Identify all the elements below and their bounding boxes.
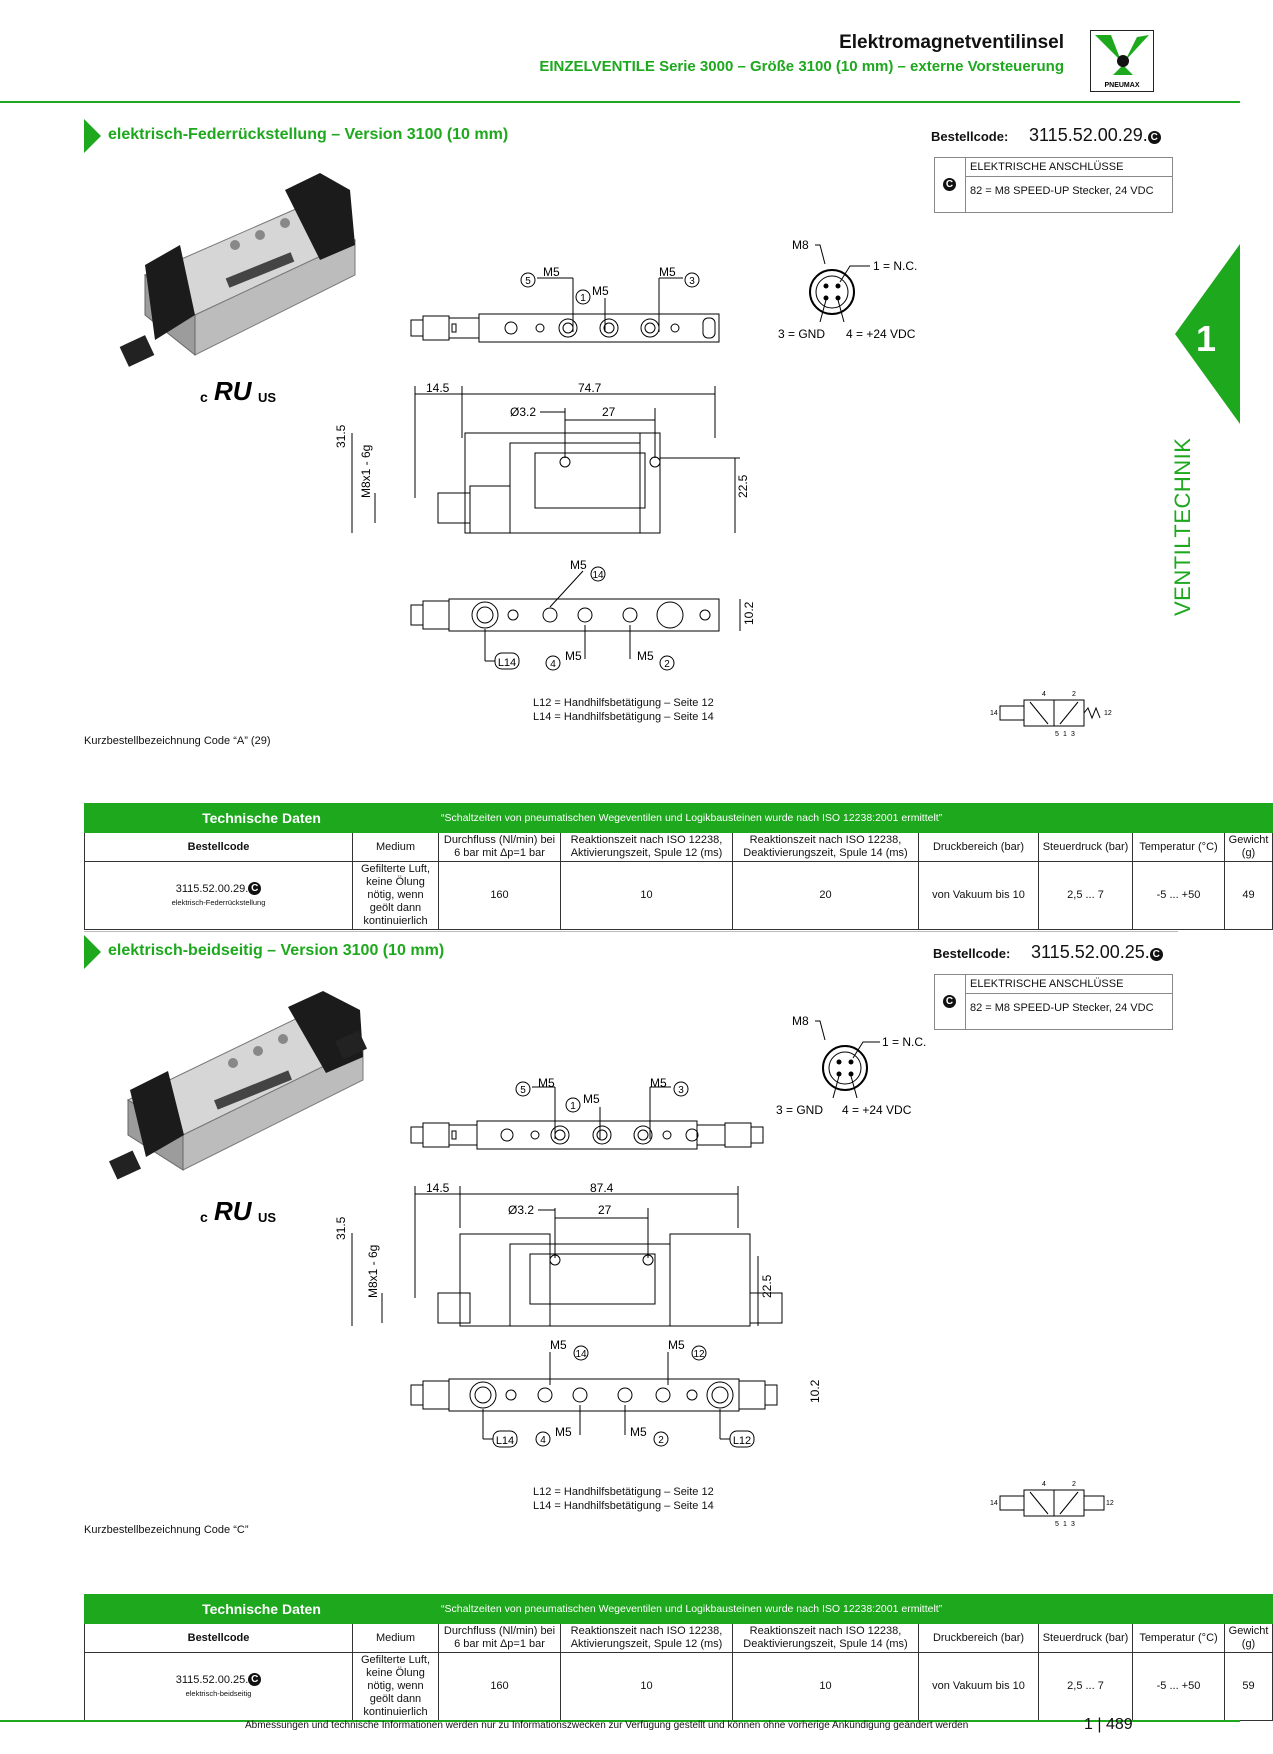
symbol-port-label: 2 — [1072, 691, 1076, 698]
page-title: Elektromagnetventilinsel — [839, 32, 1064, 53]
port-label: 4 — [540, 1435, 546, 1446]
manual-override-note: L14 = Handhilfsbetätigung – Seite 14 — [533, 711, 714, 723]
table-header: Medium — [353, 1624, 439, 1653]
table-cell-weight: 49 — [1225, 862, 1273, 930]
ul-cert-icon — [200, 370, 282, 406]
table-header: Reaktionszeit nach ISO 12238, Aktivierungszeit, Spule 12 (ms) — [561, 833, 733, 862]
table-cell-flow: 160 — [439, 862, 561, 930]
brand-logo — [1090, 30, 1154, 92]
svg-text:US: US — [258, 390, 277, 405]
manual-override-label: L14 — [495, 1435, 515, 1447]
thread-label: M8x1 - 6g — [359, 444, 373, 498]
symbol-port-label: 14 — [990, 1500, 998, 1507]
table-header: Durchfluss (Nl/min) bei 6 bar mit Δp=1 bar — [439, 833, 561, 862]
order-code: 3115.52.00.29. C — [1029, 125, 1161, 146]
table-cell-pressure: von Vakuum bis 10 — [919, 862, 1039, 930]
table-cell-pilot: 2,5 ... 7 — [1039, 862, 1133, 930]
manual-override-label: L14 — [497, 657, 517, 669]
connections-box — [934, 157, 1173, 213]
svg-text:US: US — [258, 1210, 277, 1225]
symbol-port-label: 12 — [1106, 1500, 1114, 1507]
table-cell-medium: Gefilterte Luft, keine Ölung nötig, wenn geölt dann kontinuierlich — [353, 862, 439, 930]
pinout-pin4-label: 4 = +24 VDC — [846, 327, 916, 341]
connections-option: 82 = M8 SPEED-UP Stecker, 24 VDC — [970, 1002, 1154, 1014]
brand-name: PNEUMAX — [1104, 82, 1140, 89]
port-label: 3 — [689, 276, 695, 287]
dimension-label: 10.2 — [742, 601, 756, 625]
pinout-pin3-label: 3 = GND — [778, 327, 826, 341]
table-cell-temp: -5 ... +50 — [1133, 862, 1225, 930]
table-cell-code: 3115.52.00.29. C elektrisch-Federrückstellung — [85, 862, 353, 930]
valve-top-view — [405, 1075, 805, 1167]
symbol-port-label: 4 — [1042, 691, 1046, 698]
table-cell-temp: -5 ... +50 — [1133, 1653, 1225, 1721]
code-marker-icon: C — [943, 995, 956, 1008]
table-cell-deactivation: 20 — [733, 862, 919, 930]
port-label: 14 — [592, 570, 604, 581]
tech-data-table — [84, 1594, 1273, 1721]
svg-text:c: c — [200, 1209, 208, 1225]
page-number: 1 | 489 — [1084, 1716, 1133, 1733]
valve-bottom-view — [405, 555, 785, 677]
symbol-port-label: 5 — [1055, 731, 1059, 738]
port-thread-label: M5 — [592, 284, 609, 298]
valve-top-view — [405, 262, 745, 354]
pinout-pin1-label: 1 = N.C. — [873, 259, 918, 273]
table-header: Bestellcode — [85, 833, 353, 862]
short-code-note: Kurzbestellbezeichnung Code “A” (29) — [84, 735, 271, 747]
table-cell-activation: 10 — [561, 1653, 733, 1721]
port-label: 12 — [693, 1349, 705, 1360]
dimension-label: 10.2 — [808, 1379, 822, 1403]
symbol-port-label: 5 — [1055, 1521, 1059, 1528]
code-marker-icon: C — [1150, 948, 1163, 961]
valve-side-view — [330, 378, 770, 548]
chapter-number: 1 — [1196, 318, 1217, 359]
code-marker-icon: C — [943, 178, 956, 191]
table-header: Durchfluss (Nl/min) bei 6 bar mit Δp=1 bar — [439, 1624, 561, 1653]
connections-option: 82 = M8 SPEED-UP Stecker, 24 VDC — [970, 185, 1154, 197]
tech-data-table — [84, 803, 1273, 930]
table-header: Gewicht (g) — [1225, 1624, 1273, 1653]
table-cell-weight: 59 — [1225, 1653, 1273, 1721]
order-code: 3115.52.00.25. C — [1031, 942, 1163, 963]
symbol-port-label: 14 — [990, 710, 998, 717]
port-label: 1 — [580, 293, 586, 304]
dimension-label: 74.7 — [578, 381, 602, 395]
port-thread-label: M5 — [565, 649, 582, 663]
table-header: Bestellcode — [85, 1624, 353, 1653]
manual-override-note: L12 = Handhilfsbetätigung – Seite 12 — [533, 697, 714, 709]
dimension-label: 31.5 — [334, 1216, 348, 1240]
svg-text:c: c — [200, 389, 208, 405]
symbol-port-label: 2 — [1072, 1481, 1076, 1488]
dimension-label: 14.5 — [426, 1181, 450, 1195]
port-thread-label: M5 — [555, 1425, 572, 1439]
port-label: 4 — [550, 659, 556, 670]
section-arrow-icon — [84, 119, 101, 153]
dimension-label: 27 — [598, 1203, 612, 1217]
manual-override-note: L14 = Handhilfsbetätigung – Seite 14 — [533, 1500, 714, 1512]
valve-photo — [108, 985, 378, 1185]
table-header: Reaktionszeit nach ISO 12238, Aktivierungszeit, Spule 12 (ms) — [561, 1624, 733, 1653]
port-thread-label: M5 — [570, 558, 587, 572]
table-header: Reaktionszeit nach ISO 12238, Deaktivierungszeit, Spule 14 (ms) — [733, 833, 919, 862]
table-header: Druckbereich (bar) — [919, 833, 1039, 862]
port-label: 2 — [664, 659, 670, 670]
chapter-label: VENTILTECHNIK — [1170, 437, 1195, 616]
footer-disclaimer: Abmessungen und technische Informationen werden nur zu Informationszwecken zur Verfügung gestellt und können ohne vorherige Ankündigung geändert werden — [245, 1720, 969, 1731]
table-header: Steuerdruck (bar) — [1039, 1624, 1133, 1653]
manual-override-label: L12 — [732, 1435, 752, 1447]
port-label: 2 — [658, 1435, 664, 1446]
symbol-port-label: 3 — [1071, 731, 1075, 738]
table-header: Medium — [353, 833, 439, 862]
order-code-label: Bestellcode: — [931, 129, 1009, 144]
dimension-label: 87.4 — [590, 1181, 614, 1195]
symbol-port-label: 1 — [1063, 1521, 1067, 1528]
table-cell-deactivation: 10 — [733, 1653, 919, 1721]
symbol-port-label: 12 — [1104, 710, 1112, 717]
thread-label: M8x1 - 6g — [366, 1244, 380, 1298]
valve-photo — [115, 165, 365, 380]
valve-side-view — [330, 1178, 810, 1338]
dimension-label: Ø3.2 — [508, 1203, 535, 1217]
logo-shape-right — [1125, 35, 1149, 61]
pinout-pin4-label: 4 = +24 VDC — [842, 1103, 912, 1117]
table-cell-pilot: 2,5 ... 7 — [1039, 1653, 1133, 1721]
table-row — [85, 862, 1273, 930]
table-note: “Schaltzeiten von pneumatischen Wegeventilen und Logikbausteinen wurde nach ISO 12238:2001 ermittelt” — [439, 804, 1273, 833]
pneumatic-symbol — [990, 1478, 1120, 1528]
logo-center — [1117, 55, 1129, 67]
table-cell-medium: Gefilterte Luft, keine Ölung nötig, wenn geölt dann kontinuierlich — [353, 1653, 439, 1721]
dimension-label: Ø3.2 — [510, 405, 537, 419]
manual-override-note: L12 = Handhilfsbetätigung – Seite 12 — [533, 1486, 714, 1498]
port-label: 5 — [520, 1085, 526, 1096]
page-subtitle: EINZELVENTILE Serie 3000 – Größe 3100 (10 mm) – externe Vorsteuerung — [539, 58, 1064, 75]
ul-cert-icon — [200, 1190, 282, 1226]
svg-text:RU: RU — [214, 376, 252, 406]
port-label: 3 — [678, 1085, 684, 1096]
table-header: Temperatur (°C) — [1133, 833, 1225, 862]
dimension-label: 27 — [602, 405, 616, 419]
section-title: elektrisch-Federrückstellung – Version 3100 (10 mm) — [108, 126, 509, 143]
table-cell-activation: 10 — [561, 862, 733, 930]
header-rule — [0, 101, 1240, 103]
short-code-note: Kurzbestellbezeichnung Code “C” — [84, 1524, 249, 1536]
symbol-port-label: 1 — [1063, 731, 1067, 738]
port-thread-label: M5 — [538, 1076, 555, 1090]
port-thread-label: M5 — [550, 1338, 567, 1352]
pneumatic-symbol — [990, 688, 1120, 738]
dimension-label: 14.5 — [426, 381, 450, 395]
table-header: Temperatur (°C) — [1133, 1624, 1225, 1653]
table-cell-code: 3115.52.00.25. C elektrisch-beidseitig — [85, 1653, 353, 1721]
connections-box — [934, 974, 1173, 1030]
table-header: Gewicht (g) — [1225, 833, 1273, 862]
dimension-label: 31.5 — [334, 424, 348, 448]
dimension-label: 22.5 — [736, 474, 750, 498]
connections-header: ELEKTRISCHE ANSCHLÜSSE — [966, 975, 1172, 994]
code-marker-icon: C — [248, 882, 261, 895]
connections-header: ELEKTRISCHE ANSCHLÜSSE — [966, 158, 1172, 177]
section-separator — [84, 931, 1178, 932]
symbol-port-label: 3 — [1071, 1521, 1075, 1528]
svg-text:RU: RU — [214, 1196, 252, 1226]
port-thread-label: M5 — [650, 1076, 667, 1090]
port-label: 14 — [575, 1349, 587, 1360]
port-thread-label: M5 — [668, 1338, 685, 1352]
code-marker-icon: C — [248, 1673, 261, 1686]
symbol-port-label: 4 — [1042, 1481, 1046, 1488]
port-thread-label: M5 — [659, 265, 676, 279]
table-title: Technische Daten — [85, 804, 439, 833]
table-header: Druckbereich (bar) — [919, 1624, 1039, 1653]
table-title: Technische Daten — [85, 1595, 439, 1624]
order-code-label: Bestellcode: — [933, 946, 1011, 961]
port-label: 1 — [570, 1101, 576, 1112]
port-thread-label: M5 — [637, 649, 654, 663]
table-cell-pressure: von Vakuum bis 10 — [919, 1653, 1039, 1721]
table-header: Steuerdruck (bar) — [1039, 833, 1133, 862]
section-arrow-icon — [84, 935, 101, 969]
port-label: 5 — [525, 276, 531, 287]
pinout-m8-label: M8 — [792, 238, 809, 252]
m8-pinout-diagram — [760, 232, 960, 348]
dimension-label: 22.5 — [760, 1274, 774, 1298]
valve-bottom-view — [405, 1335, 825, 1455]
pinout-pin1-label: 1 = N.C. — [882, 1035, 927, 1049]
table-cell-flow: 160 — [439, 1653, 561, 1721]
section-title: elektrisch-beidseitig – Version 3100 (10 mm) — [108, 942, 445, 959]
table-row — [85, 1653, 1273, 1721]
code-marker-icon: C — [1148, 131, 1161, 144]
table-note: “Schaltzeiten von pneumatischen Wegeventilen und Logikbausteinen wurde nach ISO 12238:2001 ermittelt” — [439, 1595, 1273, 1624]
pinout-m8-label: M8 — [792, 1014, 809, 1028]
table-header: Reaktionszeit nach ISO 12238, Deaktivierungszeit, Spule 14 (ms) — [733, 1624, 919, 1653]
port-thread-label: M5 — [543, 265, 560, 279]
logo-shape-left — [1095, 35, 1121, 61]
port-thread-label: M5 — [630, 1425, 647, 1439]
pinout-pin3-label: 3 = GND — [776, 1103, 824, 1117]
port-thread-label: M5 — [583, 1092, 600, 1106]
